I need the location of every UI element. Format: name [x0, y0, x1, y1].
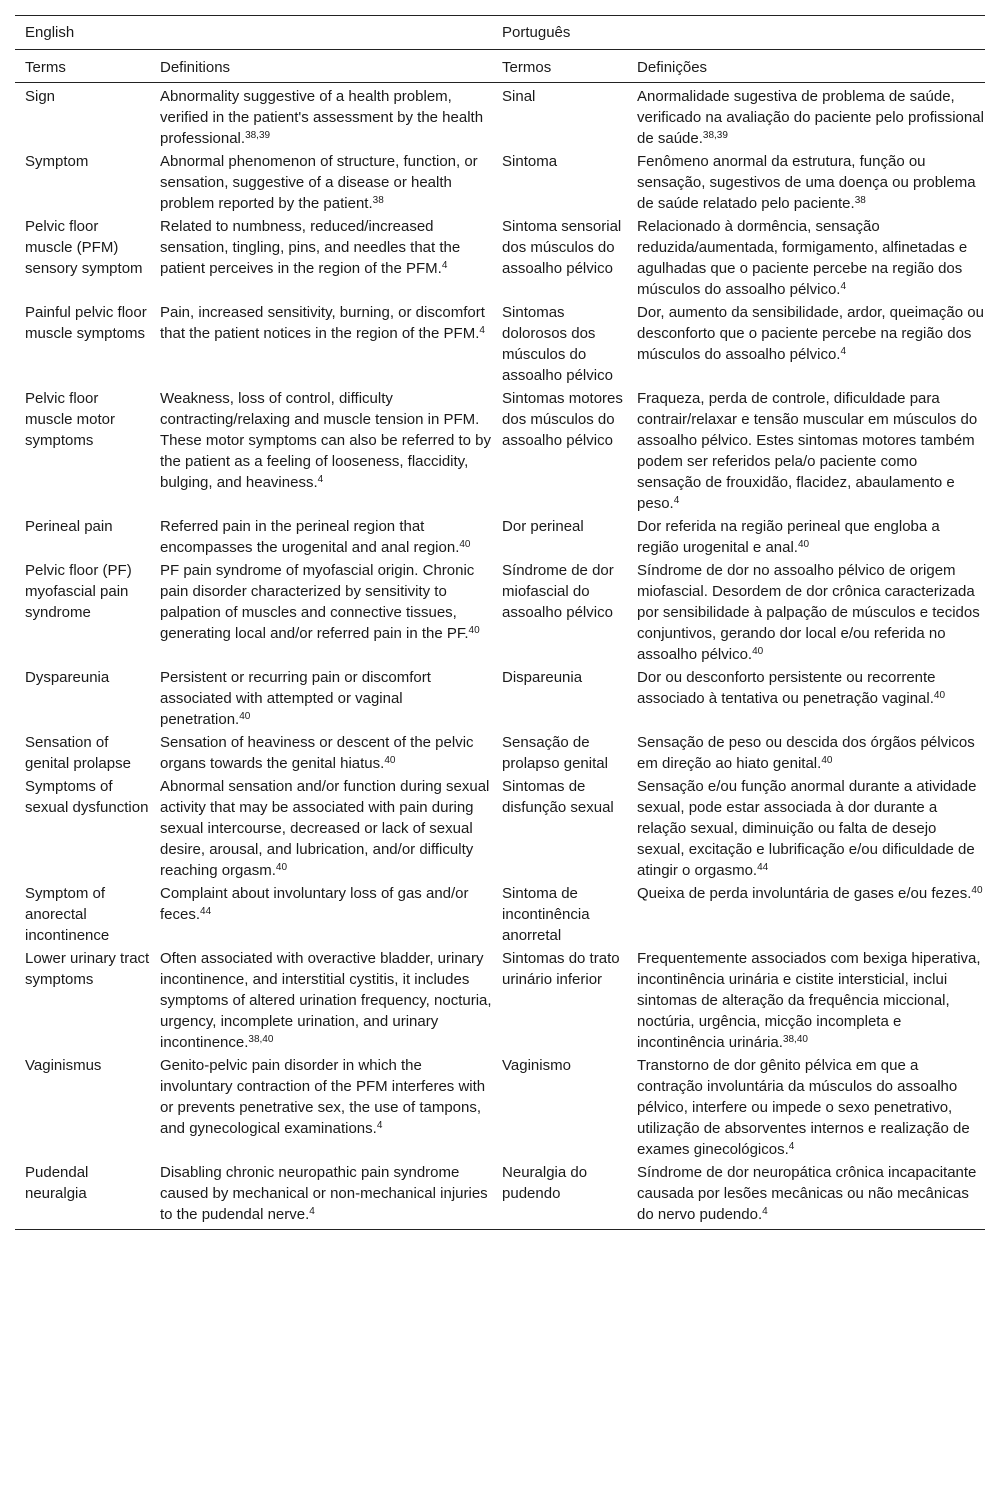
reference-superscript: 40 [821, 755, 833, 766]
definicao-cell [627, 946, 985, 1053]
table-row [15, 300, 985, 386]
termo-cell [492, 1160, 627, 1230]
definition-cell [150, 558, 492, 665]
definicao-cell [627, 514, 985, 558]
termo-cell [492, 1053, 627, 1160]
definicao-cell-text: Frequentemente associados com bexiga hiperativa, incontinência urinária e cistite intersticial, inclui sintomas de alteração da frequência miccional, noctúria, urgência, micção incompleta e incontinência urinária. [637, 950, 981, 1051]
reference-superscript: 38,39 [245, 130, 271, 141]
definition-cell-text: Disabling chronic neuropathic pain syndrome caused by mechanical or non-mechanical injuries to the pudendal nerve. [160, 1164, 488, 1223]
reference-superscript: 4 [673, 495, 680, 506]
definition-cell [150, 665, 492, 730]
termo-cell-text: Dispareunia [502, 669, 583, 686]
definition-cell-text: Referred pain in the perineal region that encompasses the urogenital and anal region. [160, 518, 460, 556]
termo-cell-text: Sinal [502, 88, 536, 105]
reference-superscript: 38,40 [782, 1034, 808, 1045]
definicao-cell [627, 774, 985, 881]
term-cell [15, 730, 150, 774]
definicao-cell [627, 149, 985, 214]
definicao-cell-text: Queixa de perda involuntária de gases e/ou fezes. [637, 885, 972, 902]
reference-superscript: 38 [854, 195, 866, 206]
definicao-cell-text: Sensação de peso ou descida dos órgãos pélvicos em direção ao hiato genital. [637, 734, 975, 772]
reference-superscript: 44 [757, 862, 769, 873]
reference-superscript: 40 [933, 690, 946, 701]
term-cell-text: Perineal pain [25, 518, 113, 535]
termo-cell [492, 665, 627, 730]
term-cell [15, 83, 150, 150]
reference-superscript: 4 [762, 1206, 768, 1217]
definicoes-column-header: Definições [627, 50, 985, 83]
definition-cell-text: Often associated with overactive bladder, urinary incontinence, and interstitial cystitis, it includes symptoms of altered urination frequency, nocturia, urgency, incomplete urination, and urinary incontinence. [160, 950, 492, 1051]
reference-superscript: 4 [840, 346, 847, 357]
definicao-cell-text: Síndrome de dor no assoalho pélvico de origem miofascial. Desordem de dor crônica caracterizada por sensibilidade à palpação de músculos e tecidos conjuntivos, gerando dor local e/ou referida no assoalho pélvico. [637, 562, 980, 663]
table-row [15, 386, 985, 514]
table-row [15, 214, 985, 300]
definicao-cell [627, 1053, 985, 1160]
definition-cell [150, 149, 492, 214]
definition-cell-text: PF pain syndrome of myofascial origin. Chronic pain disorder characterized by sensitivity to palpation of muscles and connective tissues, generating local and/or referred pain in the PF. [160, 562, 475, 642]
termo-cell [492, 558, 627, 665]
table-row [15, 83, 985, 150]
termo-cell-text: Vaginismo [502, 1057, 571, 1074]
definicao-cell-text: Dor, aumento da sensibilidade, ardor, queimação ou desconforto que o paciente percebe na região dos músculos do assoalho pélvico. [637, 304, 984, 363]
term-cell [15, 514, 150, 558]
term-cell [15, 149, 150, 214]
table-row [15, 665, 985, 730]
language-header-row [15, 16, 985, 50]
definition-cell-text: Related to numbness, reduced/increased sensation, tingling, pins, and needles that the patient perceives in the region of the PFM. [160, 218, 461, 277]
termo-cell [492, 149, 627, 214]
table-row [15, 1160, 985, 1230]
term-cell [15, 665, 150, 730]
definicao-cell-text: Transtorno de dor gênito pélvica em que a contração involuntária da músculos do assoalho pélvico, interfere ou impede o sexo penetrativo, utilização de absorventes internos e realização de exames ginecológicos. [637, 1057, 970, 1158]
term-cell [15, 1053, 150, 1160]
reference-superscript: 4 [309, 1206, 315, 1217]
table-row [15, 558, 985, 665]
definition-cell-text: Persistent or recurring pain or discomfort associated with attempted or vaginal penetration. [160, 669, 431, 728]
term-cell-text: Symptoms of sexual dysfunction [25, 778, 149, 816]
reference-superscript: 4 [840, 281, 847, 292]
reference-superscript: 40 [468, 625, 480, 636]
term-cell-text: Symptom of anorectal incontinence [25, 885, 110, 944]
definicao-cell-text: Anormalidade sugestiva de problema de saúde, verificado na avaliação do paciente pelo profissional de saúde. [637, 88, 984, 147]
reference-superscript: 40 [971, 885, 983, 896]
termo-cell [492, 946, 627, 1053]
definitions-column-header: Definitions [150, 50, 492, 83]
termo-cell-text: Síndrome de dor miofascial do assoalho pélvico [502, 562, 614, 621]
termo-cell [492, 83, 627, 150]
termo-cell-text: Sintoma sensorial dos músculos do assoalho pélvico [502, 218, 622, 277]
termo-cell [492, 730, 627, 774]
reference-superscript: 4 [376, 1120, 383, 1131]
definition-cell-text: Abnormal phenomenon of structure, function, or sensation, suggestive of a disease or health problem reported by the patient. [160, 153, 478, 212]
table-row [15, 514, 985, 558]
definicao-cell-text: Fenômeno anormal da estrutura, função ou sensação, sugestivos de uma doença ou problema de saúde relatado pelo paciente. [637, 153, 976, 212]
definicao-cell [627, 214, 985, 300]
column-header-row [15, 50, 985, 83]
definicao-cell [627, 386, 985, 514]
term-cell [15, 386, 150, 514]
term-cell-text: Lower urinary tract symptoms [25, 950, 150, 988]
table-row [15, 149, 985, 214]
definition-cell-text: Sensation of heaviness or descent of the pelvic organs towards the genital hiatus. [160, 734, 474, 772]
reference-superscript: 44 [200, 906, 212, 917]
definicao-cell [627, 881, 985, 946]
term-cell-text: Pudendal neuralgia [25, 1164, 89, 1202]
reference-superscript: 4 [479, 325, 485, 336]
reference-superscript: 4 [317, 474, 324, 485]
table-row [15, 1053, 985, 1160]
term-cell-text: Dyspareunia [25, 669, 110, 686]
definicao-cell [627, 300, 985, 386]
term-cell [15, 774, 150, 881]
definicao-cell-text: Sensação e/ou função anormal durante a atividade sexual, pode estar associada à dor durante a relação sexual, diminuição ou falta de desejo sexual, excitação e lubrificação e/ou dificuldade de atingir o orgasmo. [637, 778, 977, 879]
table-row [15, 946, 985, 1053]
definicao-cell [627, 730, 985, 774]
reference-superscript: 4 [788, 1141, 795, 1152]
termo-cell-text: Sintomas do trato urinário inferior [502, 950, 620, 988]
term-cell-text: Pelvic floor muscle motor symptoms [25, 390, 116, 449]
definicao-cell-text: Dor ou desconforto persistente ou recorrente associado à tentativa ou penetração vaginal. [637, 669, 936, 707]
termo-cell-text: Dor perineal [502, 518, 584, 535]
termos-column-header: Termos [492, 50, 627, 83]
termo-cell [492, 300, 627, 386]
definition-cell [150, 1053, 492, 1160]
reference-superscript: 40 [797, 539, 810, 550]
definition-cell [150, 730, 492, 774]
reference-superscript: 38 [372, 195, 384, 206]
term-cell [15, 300, 150, 386]
termo-cell-text: Sintomas motores dos músculos do assoalho pélvico [502, 390, 623, 449]
definition-cell [150, 83, 492, 150]
term-cell [15, 1160, 150, 1230]
definition-cell-text: Genito-pelvic pain disorder in which the involuntary contraction of the PFM interferes with or prevents penetrative sex, the use of tampons, and gynecological examinations. [160, 1057, 486, 1137]
termo-cell [492, 386, 627, 514]
portugues-header: Português [492, 16, 985, 50]
definition-cell [150, 300, 492, 386]
definition-cell [150, 386, 492, 514]
termo-cell [492, 214, 627, 300]
term-cell [15, 558, 150, 665]
reference-superscript: 40 [752, 646, 764, 657]
definicao-cell [627, 83, 985, 150]
definition-cell [150, 1160, 492, 1230]
term-cell-text: Sensation of genital prolapse [25, 734, 131, 772]
terms-column-header: Terms [15, 50, 150, 83]
definition-cell [150, 514, 492, 558]
definicao-cell [627, 1160, 985, 1230]
reference-superscript: 40 [459, 539, 471, 550]
definition-cell [150, 946, 492, 1053]
termo-cell-text: Neuralgia do pudendo [502, 1164, 588, 1202]
term-cell-text: Painful pelvic floor muscle symptoms [25, 304, 147, 342]
term-cell-text: Symptom [25, 153, 89, 170]
definicao-cell-text: Fraqueza, perda de controle, dificuldade para contrair/relaxar e tensão muscular em músculos do assoalho pélvico. Estes sintomas motores também podem ser referidos pela/o paciente como sensação de frouxidão, flacidez, abaulamento e peso. [637, 390, 978, 512]
reference-superscript: 40 [239, 711, 251, 722]
termo-cell [492, 514, 627, 558]
termo-cell [492, 774, 627, 881]
table-row [15, 730, 985, 774]
english-header: English [15, 16, 492, 50]
table-row [15, 774, 985, 881]
definition-cell [150, 214, 492, 300]
definition-cell-text: Pain, increased sensitivity, burning, or discomfort that the patient notices in the region of the PFM. [160, 304, 485, 342]
reference-superscript: 38,39 [702, 130, 728, 141]
term-cell-text: Sign [25, 88, 56, 105]
definicao-cell [627, 558, 985, 665]
term-cell-text: Vaginismus [25, 1057, 102, 1074]
definition-cell [150, 881, 492, 946]
terms-table-container [15, 15, 985, 1230]
reference-superscript: 38,40 [248, 1034, 274, 1045]
definition-cell-text: Abnormality suggestive of a health problem, verified in the patient's assessment by the health professional. [160, 88, 484, 147]
termo-cell-text: Sintoma de incontinência anorretal [502, 885, 590, 944]
definition-cell-text: Abnormal sensation and/or function during sexual activity that may be associated with pain during sexual intercourse, decreased or lack of sexual desire, arousal, and lubrication, and/or difficulty reaching orgasm. [160, 778, 490, 879]
termo-cell-text: Sintomas de disfunção sexual [502, 778, 614, 816]
definition-cell-text: Complaint about involuntary loss of gas and/or feces. [160, 885, 469, 923]
term-cell [15, 214, 150, 300]
definicao-cell [627, 665, 985, 730]
term-cell [15, 946, 150, 1053]
definition-cell-text: Weakness, loss of control, difficulty contracting/relaxing and muscle tension in PFM. These motor symptoms can also be referred to by the patient as a feeling of looseness, flaccidity, bulging, and heaviness. [160, 390, 491, 491]
reference-superscript: 40 [384, 755, 396, 766]
terms-table [15, 15, 985, 1230]
termo-cell-text: Sintoma [502, 153, 558, 170]
table-row [15, 881, 985, 946]
table-body [15, 83, 985, 1230]
term-cell [15, 881, 150, 946]
definicao-cell-text: Relacionado à dormência, sensação reduzida/aumentada, formigamento, alfinetadas e agulhadas que o paciente percebe na região dos músculos do assoalho pélvico. [637, 218, 968, 298]
definicao-cell-text: Síndrome de dor neuropática crônica incapacitante causada por lesões mecânicas ou não mecânicas do nervo pudendo. [637, 1164, 977, 1223]
reference-superscript: 40 [275, 862, 288, 873]
termo-cell-text: Sintomas dolorosos dos músculos do assoalho pélvico [502, 304, 613, 384]
termo-cell [492, 881, 627, 946]
definicao-cell-text: Dor referida na região perineal que engloba a região urogenital e anal. [637, 518, 940, 556]
term-cell-text: Pelvic floor (PF) myofascial pain syndrome [25, 562, 132, 621]
termo-cell-text: Sensação de prolapso genital [502, 734, 608, 772]
term-cell-text: Pelvic floor muscle (PFM) sensory symptom [25, 218, 143, 277]
definition-cell [150, 774, 492, 881]
reference-superscript: 4 [441, 260, 448, 271]
